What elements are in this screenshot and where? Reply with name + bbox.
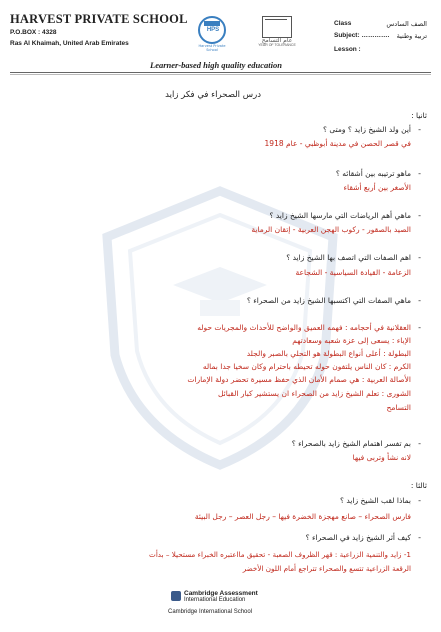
trait-3: البطولة : أعلى أنواع البطولة هو التحلي بالصبر والجلد: [246, 349, 411, 358]
question-7: بماذا لقب الشيخ زايد ؟: [340, 496, 411, 505]
graduation-cap-icon: [204, 21, 220, 26]
school-motto: Learner-based high quality education: [150, 60, 282, 70]
bullet: -: [418, 296, 421, 305]
bullet: -: [418, 211, 421, 220]
trait-2: الإباء : يسعى إلى عزة شعبه وسعادتهم: [292, 336, 411, 345]
answer-1: في قصر الحصن في مدينة أبوظبي - عام 1918: [264, 139, 411, 148]
subject-label: Subject: ………….: [334, 32, 390, 39]
question-2: ماهو ترتيبه بين أشقائه ؟: [335, 169, 411, 178]
cambridge-line-2: International Education: [184, 597, 246, 603]
trait-5: الأصالة العربية : هي صمام الأمان الذي حفظ مسيرة تحضر دولة الإمارات: [187, 375, 411, 384]
trait-4: الكرم : كان الناس يلتفون حوله تحيطه باحترام وكان سخيا جدا بماله: [202, 362, 411, 371]
logo-subtext: Harvest Private School: [198, 44, 226, 52]
trait-1: العقلانية في أحجامه : فهمه العميق والواضح للأحداث والمجريات حوله: [197, 323, 411, 332]
tolerance-arabic: عام التسامح: [261, 37, 293, 44]
tolerance-english: YEAR OF TOLERANCE: [258, 43, 296, 47]
question-8: كيف أثر الشيخ زايد في الصحراء ؟: [305, 533, 411, 542]
question-3: ماهي أهم الرياضات التي مارسها الشيخ زايد ؟: [269, 211, 411, 220]
cambridge-school: Cambridge International School: [168, 609, 253, 615]
class-value: الصف السادس: [386, 20, 427, 28]
section-two-heading: ثانيا :: [411, 111, 427, 120]
trait-7: التسامح: [386, 403, 411, 412]
cambridge-line-1: Cambridge Assessment: [184, 590, 258, 597]
question-6: بم تفسر اهتمام الشيخ زايد بالصحراء ؟: [291, 439, 411, 448]
bullet: -: [418, 169, 421, 178]
answer-8-line-2: الرقعة الزراعية تتسع والصحراء تتراجع أمام اللون الأخضر: [242, 564, 411, 573]
answer-6: لانه نشأ وتربى فيها: [352, 453, 411, 462]
answer-7: فارس الصحراء – صانع مهجزة الخضرة فيها – رجل العصر – رجل البيئة: [194, 512, 411, 521]
bullet: -: [418, 323, 421, 332]
class-label: Class: [334, 20, 352, 27]
tolerance-logo-line: [265, 19, 287, 20]
school-name: HARVEST PRIVATE SCHOOL: [10, 12, 188, 26]
question-1: أين ولد الشيخ زايد ؟ ومتى ؟: [322, 125, 411, 134]
header-divider: [10, 72, 431, 73]
question-5: ماهي الصفات التي اكتسبها الشيخ زايد من الصحراء ؟: [246, 296, 411, 305]
trait-6: الشورى : تعلم الشيخ زايد من الصحراء ان يستشير كبار القبائل: [217, 389, 411, 398]
subject-value: تربية وطنية: [396, 32, 427, 40]
answer-4: الزعامة - القيادة السياسية - الشجاعة: [295, 268, 411, 277]
answer-3: الصيد بالصقور - ركوب الهجن العربية - إتقان الرماية: [251, 225, 411, 234]
lesson-label: Lesson :: [334, 46, 361, 53]
bullet: -: [418, 496, 421, 505]
header-divider-thin: [10, 74, 431, 75]
question-4: اهم الصفات التي اتصف بها الشيخ زايد ؟: [286, 253, 411, 262]
bullet: -: [418, 533, 421, 542]
answer-8-line-1: 1- زايد والتنمية الزراعية : قهر الظروف الصعبة - تحقيق مااعتبره الخبراء مستحيلا – بدأت: [149, 550, 411, 559]
section-three-heading: ثالثا :: [410, 481, 427, 490]
cambridge-crest-icon: [171, 591, 181, 601]
bullet: -: [418, 253, 421, 262]
bullet: -: [418, 439, 421, 448]
answer-2: الأصغر بين أربع أشقاء: [343, 183, 411, 192]
po-box: P.O.BOX : 4328: [10, 29, 57, 36]
school-address: Ras Al Khaimah, United Arab Emirates: [10, 40, 129, 47]
logo-text: HPS: [206, 27, 220, 33]
lesson-title: درس الصحراء في فكر زايد: [165, 90, 261, 100]
bullet: -: [418, 125, 421, 134]
